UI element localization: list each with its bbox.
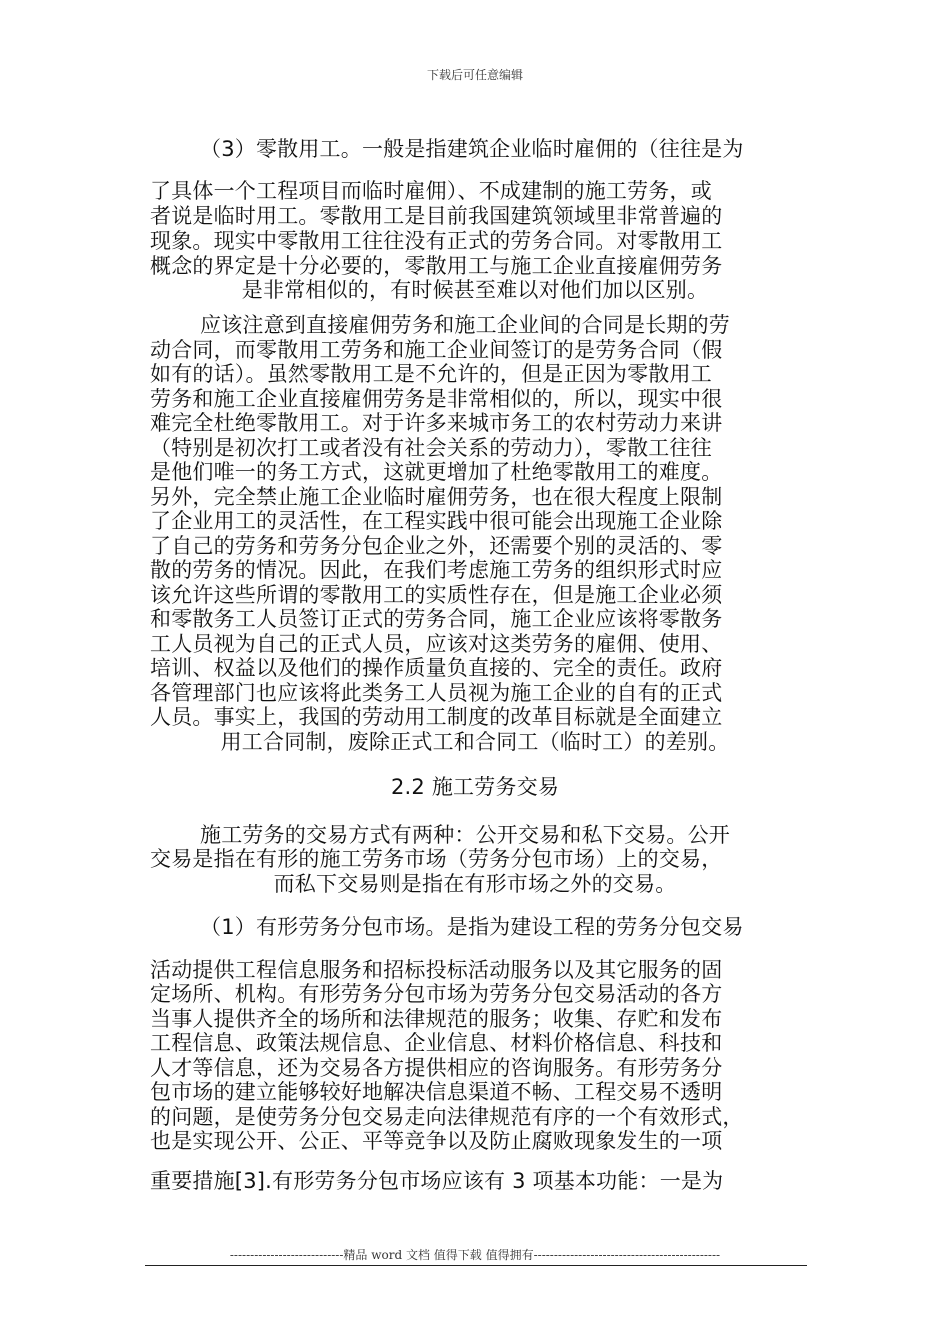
paragraph-line: 和零散务工人员签订正式的劳务合同，施工企业应该将零散务 (150, 607, 723, 631)
paragraph-line: 现象。现实中零散用工往往没有正式的劳务合同。对零散用工 (150, 229, 723, 253)
page-header: 下载后可任意编辑 (426, 68, 523, 82)
paragraph-line: 劳务和施工企业直接雇佣劳务是非常相似的，所以，现实中很 (150, 387, 723, 411)
paragraph-line: 各管理部门也应该将此类务工人员视为施工企业的自有的正式 (150, 681, 723, 705)
paragraph-line: 人才等信息，还为交易各方提供相应的咨询服务。有形劳务分 (150, 1056, 723, 1080)
paragraph-line: 应该注意到直接雇佣劳务和施工企业间的合同是长期的劳 (200, 313, 730, 337)
paragraph-line: 了自己的劳务和劳务分包企业之外，还需要个别的灵活的、零 (150, 534, 723, 558)
paragraph-line: 另外，完全禁止施工企业临时雇佣劳务，也在很大程度上限制 (150, 485, 723, 509)
paragraph-line: 培训、权益以及他们的操作质量负直接的、完全的责任。政府 (150, 656, 723, 680)
paragraph-line: （1）有形劳务分包市场。是指为建设工程的劳务分包交易 (200, 915, 744, 939)
paragraph-line: 重要措施[3].有形劳务分包市场应该有 3 项基本功能：一是为 (150, 1169, 724, 1193)
paragraph-line: 活动提供工程信息服务和招标投标活动服务以及其它服务的固 (150, 958, 723, 982)
paragraph-line: 难完全杜绝零散用工。对于许多来城市务工的农村劳动力来讲 (150, 411, 723, 435)
paragraph-line: 工人员视为自己的正式人员，应该对这类劳务的雇佣、使用、 (150, 632, 723, 656)
page-footer: ----------------------------精品 word 文档 值得下载 值得拥有---------------------------------------------- (229, 1248, 721, 1262)
paragraph-line: （3）零散用工。一般是指建筑企业临时雇佣的（往往是为 (200, 137, 744, 161)
paragraph-line: 该允许这些所谓的零散用工的实质性存在，但是施工企业必须 (150, 583, 723, 607)
paragraph-line: 了企业用工的灵活性，在工程实践中很可能会出现施工企业除 (150, 509, 723, 533)
paragraph-line: （特别是初次打工或者没有社会关系的劳动力），零散工往往 (150, 436, 712, 460)
paragraph-line: 如有的话）。虽然零散用工是不允许的，但是正因为零散用工 (150, 362, 712, 386)
paragraph-line: 定场所、机构。有形劳务分包市场为劳务分包交易活动的各方 (150, 982, 723, 1006)
paragraph-line: 交易是指在有形的施工劳务市场（劳务分包市场）上的交易， (150, 847, 723, 871)
paragraph-line: 是他们唯一的务工方式，这就更增加了杜绝零散用工的难度。 (150, 460, 723, 484)
paragraph-line: 用工合同制，废除正式工和合同工（临时工）的差别。 (220, 730, 730, 754)
paragraph-line: 也是实现公开、公正、平等竞争以及防止腐败现象发生的一项 (150, 1129, 723, 1153)
paragraph-line: 是非常相似的，有时候甚至难以对他们加以区别。 (241, 278, 709, 302)
paragraph-line: 施工劳务的交易方式有两种：公开交易和私下交易。公开 (200, 823, 730, 847)
paragraph-line: 概念的界定是十分必要的，零散用工与施工企业直接雇佣劳务 (150, 254, 723, 278)
paragraph-line: 的问题，是使劳务分包交易走向法律规范有序的一个有效形式， (150, 1105, 744, 1129)
paragraph-line: 包市场的建立能够较好地解决信息渠道不畅、工程交易不透明 (150, 1080, 723, 1104)
paragraph-line: 散的劳务的情况。因此，在我们考虑施工劳务的组织形式时应 (150, 558, 723, 582)
paragraph-line: 者说是临时用工。零散用工是目前我国建筑领域里非常普遍的 (150, 204, 723, 228)
paragraph-line: 当事人提供齐全的场所和法律规范的服务；收集、存贮和发布 (150, 1007, 723, 1031)
paragraph-line: 而私下交易则是指在有形市场之外的交易。 (273, 872, 677, 896)
paragraph-line: 工程信息、政策法规信息、企业信息、材料价格信息、科技和 (150, 1031, 723, 1055)
paragraph-line: 动合同，而零散用工劳务和施工企业间签订的是劳务合同（假 (150, 338, 723, 362)
section-heading: 2.2 施工劳务交易 (390, 775, 560, 799)
paragraph-line: 人员。事实上，我国的劳动用工制度的改革目标就是全面建立 (150, 705, 723, 729)
paragraph-line: 了具体一个工程项目而临时雇佣）、不成建制的施工劳务，或 (150, 179, 712, 203)
footer-rule (145, 1265, 807, 1266)
